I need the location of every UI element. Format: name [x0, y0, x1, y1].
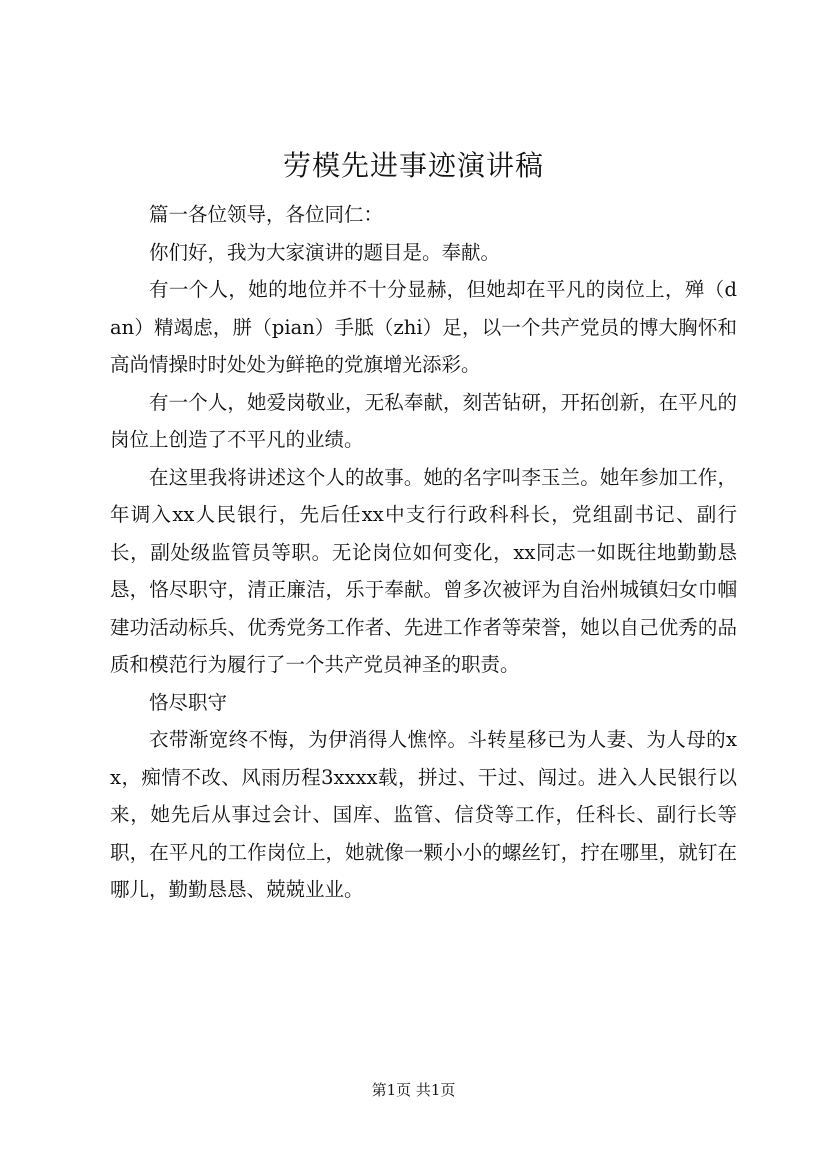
document-body — [110, 196, 737, 909]
paragraph-topic: 你们好，我为大家演讲的题目是。奉献。 — [149, 240, 501, 264]
page-footer: 第1页 共1页 — [371, 1081, 456, 1099]
paragraph-story: 在这里我将讲述这个人的故事。她的名字叫李玉兰。她年参加工作，年调入xx人民银行，先后任xx中支行行政科科长，党组副书记、副行长，副处级监管员等职。无论岗位如何变化，xx同志一如既往地勤勤恳恳，恪尽职守，清正廉洁，乐于奉献。曾多次被评为自治州城镇妇女巾帼建功活动标兵、优秀党务工作者、先进工作者等荣誉，她以自己优秀的品质和模范行为履行了一个共产党员神圣的职责。 — [110, 465, 737, 676]
paragraph-greeting: 篇一各位领导，各位同仁： — [149, 203, 384, 226]
document-title: 劳模先进事迹演讲稿 — [282, 149, 544, 182]
paragraph-section-body: 衣带渐宽终不悔，为伊消得人憔悴。斗转星移已为人妻、为人母的xx，痴情不改、风雨历程3xxxx载，拼过、干过、闯过。进入人民银行以来，她先后从事过会计、国库、监管、信贷等工作，任科长、副行长等职，在平凡的工作岗位上，她就像一颗小小的螺丝钉，拧在哪里，就钉在哪儿，勤勤恳恳、兢兢业业。 — [110, 728, 737, 901]
paragraph-intro-2: 有一个人，她爱岗敬业，无私奉献，刻苦钻研，开拓创新，在平凡的岗位上创造了不平凡的业绩。 — [110, 390, 737, 451]
paragraph-intro-1: 有一个人，她的地位并不十分显赫，但她却在平凡的岗位上，殚（dan）精竭虑，胼（pian）手胝（zhi）足，以一个共产党员的博大胸怀和高尚情操时时处处为鲜艳的党旗增光添彩。 — [110, 278, 737, 376]
section-heading: 恪尽职守 — [149, 690, 228, 714]
